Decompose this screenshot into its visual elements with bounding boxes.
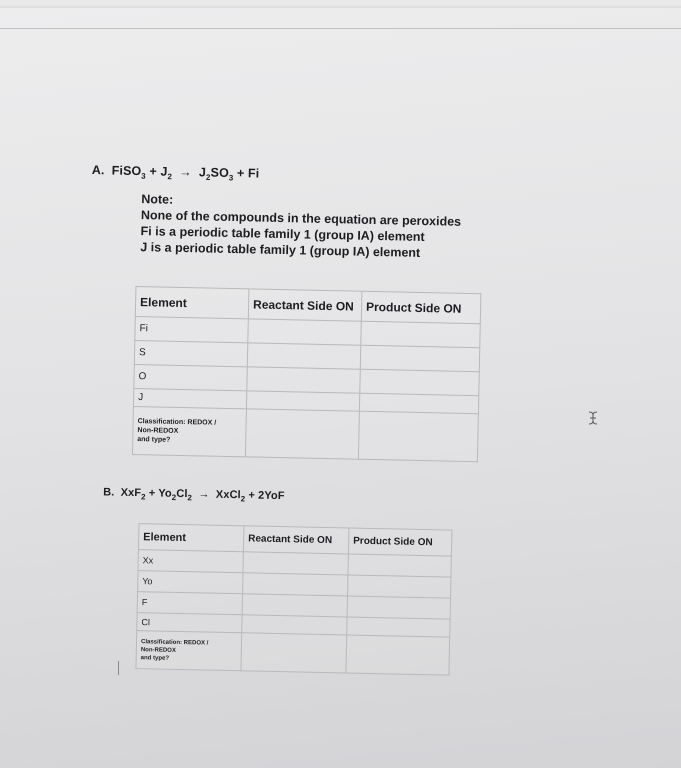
subscript: 2 bbox=[187, 493, 193, 503]
classification-line: and type? bbox=[140, 654, 170, 662]
element-cell: F bbox=[137, 592, 242, 615]
product-1: XxCl bbox=[215, 488, 241, 502]
header-reactant-on: Reactant Side ON bbox=[243, 526, 349, 554]
product-on-cell[interactable] bbox=[347, 617, 450, 637]
reactant-on-cell[interactable] bbox=[243, 573, 348, 596]
element-cell: O bbox=[134, 364, 247, 390]
classification-answer-cell[interactable] bbox=[245, 409, 359, 459]
element-cell: S bbox=[134, 340, 247, 366]
equation-a bbox=[92, 163, 260, 183]
subscript: 3 bbox=[228, 173, 234, 183]
classification-line: Non-REDOX bbox=[140, 646, 176, 654]
classification-line: Classification: REDOX / bbox=[140, 638, 209, 647]
product-on-cell[interactable] bbox=[347, 596, 450, 619]
reactant-1: XxF bbox=[120, 486, 142, 500]
reactant-on-cell[interactable] bbox=[247, 343, 360, 369]
product-1-part: SO bbox=[210, 165, 230, 180]
note-line: J is a periodic table family 1 (group IA) element bbox=[140, 240, 421, 260]
note-line: None of the compounds in the equation are peroxides bbox=[140, 208, 462, 229]
reactant-on-cell[interactable] bbox=[242, 615, 347, 635]
product-1: J bbox=[198, 165, 207, 180]
part-b-label: B. bbox=[103, 486, 115, 499]
header-product-on: Product Side ON bbox=[348, 528, 452, 556]
element-cell: Yo bbox=[138, 571, 243, 594]
element-cell: J bbox=[133, 388, 246, 408]
classification-line: Non-REDOX bbox=[137, 427, 179, 435]
product-on-cell[interactable] bbox=[348, 575, 451, 598]
plus-sign: + bbox=[236, 166, 245, 181]
reactant-2: J bbox=[160, 164, 168, 179]
product-on-cell[interactable] bbox=[360, 345, 479, 371]
note-title: Note: bbox=[141, 192, 174, 207]
plus-sign: + bbox=[248, 489, 256, 502]
classification-answer-cell[interactable] bbox=[346, 635, 450, 675]
reactant-2: Yo bbox=[158, 487, 172, 500]
pencil-mark bbox=[118, 661, 119, 675]
element-cell: Fi bbox=[135, 316, 248, 342]
subscript: 2 bbox=[171, 492, 177, 503]
subscript: 2 bbox=[167, 172, 173, 182]
header-reactant-on: Reactant Side ON bbox=[248, 289, 362, 321]
oxidation-table-a bbox=[132, 286, 481, 462]
text-cursor-icon bbox=[588, 411, 598, 425]
header-element: Element bbox=[138, 524, 244, 552]
note-line: Fi is a periodic table family 1 (group IA) element bbox=[140, 224, 425, 245]
subscript: 3 bbox=[141, 171, 146, 181]
reactant-on-cell[interactable] bbox=[248, 319, 361, 345]
reactant-on-cell[interactable] bbox=[246, 391, 359, 411]
plus-sign: + bbox=[149, 164, 158, 179]
header-element: Element bbox=[135, 286, 249, 318]
subscript: 2 bbox=[140, 492, 146, 502]
plus-sign: + bbox=[148, 487, 156, 500]
oxidation-table-b bbox=[135, 523, 452, 676]
product-2: Fi bbox=[247, 166, 260, 181]
header-product-on: Product Side ON bbox=[361, 291, 481, 323]
subscript: 2 bbox=[240, 494, 246, 504]
element-cell: Xx bbox=[138, 550, 243, 573]
reactant-2-part: Cl bbox=[176, 487, 188, 501]
reactant-on-cell[interactable] bbox=[242, 594, 347, 617]
classification-cell bbox=[132, 406, 246, 456]
product-on-cell[interactable] bbox=[361, 321, 480, 347]
product-2: 2YoF bbox=[257, 489, 285, 503]
classification-cell bbox=[136, 631, 242, 671]
reaction-arrow: → bbox=[198, 488, 210, 501]
element-cell: Cl bbox=[137, 613, 242, 633]
product-on-cell[interactable] bbox=[348, 554, 451, 577]
reaction-arrow: → bbox=[179, 164, 192, 180]
notes-a bbox=[140, 191, 461, 262]
classification-answer-cell[interactable] bbox=[241, 633, 347, 673]
subscript: 2 bbox=[205, 172, 211, 183]
part-a-label: A. bbox=[91, 163, 105, 178]
classification-answer-cell[interactable] bbox=[358, 411, 478, 461]
reactant-1: FiSO bbox=[111, 163, 142, 179]
classification-line: Classification: REDOX / bbox=[137, 418, 217, 427]
reactant-on-cell[interactable] bbox=[243, 552, 348, 575]
classification-line: and type? bbox=[137, 436, 171, 444]
equation-b bbox=[103, 486, 285, 504]
reactant-on-cell[interactable] bbox=[247, 367, 360, 393]
product-on-cell[interactable] bbox=[360, 369, 479, 395]
